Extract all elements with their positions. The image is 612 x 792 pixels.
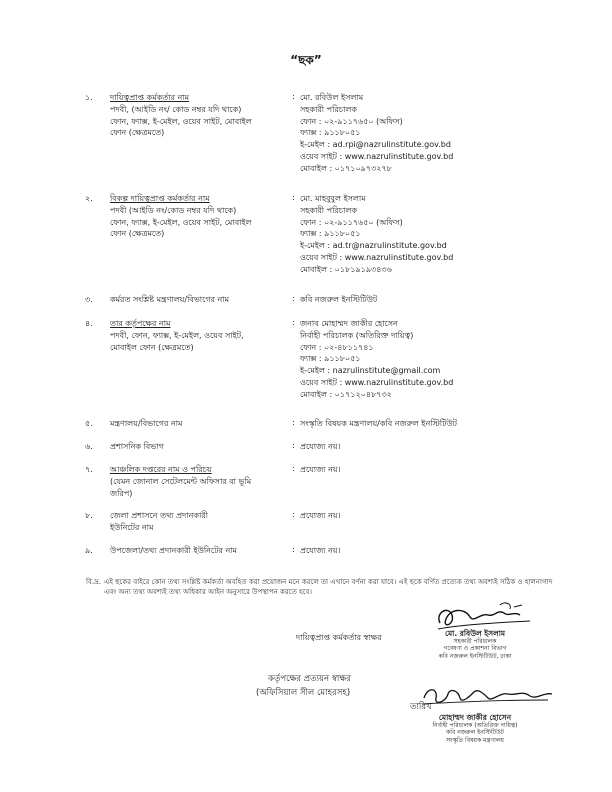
item-label	[110, 510, 290, 534]
item-label	[110, 92, 290, 139]
value-line: ফ্যাক্স : ৯১১৮০৫১	[300, 128, 361, 138]
value-line: মো. মাহবুবুল ইসলাম	[300, 194, 366, 203]
officer-signature-label: দায়িত্বপ্রাপ্ত কর্মকর্তার স্বাক্ষর	[296, 633, 382, 642]
item-label	[110, 418, 290, 430]
item-label	[110, 441, 290, 453]
item-value	[300, 441, 550, 453]
stamp-name: মো. রবিউল ইসলাম	[444, 629, 506, 638]
footnote-mark: বি.দ্র.	[86, 578, 102, 586]
authority-stamp	[390, 714, 560, 744]
value-line: ফোন : ০২-৪৮১১৭৪১	[300, 342, 374, 352]
value-line: সহকারী পরিচালক	[300, 104, 357, 114]
colon: :	[292, 545, 295, 554]
officer-stamp	[400, 630, 550, 660]
label-line: বিকল্প দায়িত্বপ্রাপ্ত কর্মকর্তার নাম	[110, 194, 210, 203]
stamp-name: মোহাম্মদ জাকীর হোসেন	[438, 713, 512, 722]
stamp-line: সহকারী পরিচালক	[453, 637, 497, 645]
item-label	[110, 545, 290, 557]
label-line: দায়িত্বপ্রাপ্ত কর্মকর্তার নাম	[110, 93, 190, 102]
label-line: জেলা প্রশাসনে তথ্য প্রদানকারী	[110, 511, 208, 520]
value-line: প্রযোজ্য নয়।	[300, 442, 341, 451]
footnote-text: এই ছকের বাইরে কোন তথ্য সংশ্লিষ্ট কর্মকর্তা অবহিত করা প্রয়োজন মনে করলে তা এখানে বর্ণনা করা যাবে। এই ছকে বর্ণিত প্রত্যেক তথ্য অবশ্যই সঠিক ও হালনাগাদ এবং অন্য তথ্য অবশ্যই তথ্য অধিকার আইন অনুসারে উপস্থাপন করতে হবে।	[104, 578, 553, 596]
colon: :	[292, 92, 295, 101]
item-number: ২.	[85, 194, 93, 203]
label-line: প্রশাসনিক বিভাগ	[110, 442, 164, 451]
colon: :	[292, 441, 295, 450]
label-line: জরিপ)	[110, 488, 133, 498]
value-line: ই-মেইল : nazrulinstitute@gmail.com	[300, 366, 441, 376]
value-line: মোবাইল : ০১৭১২০৪৮৭৩২	[300, 389, 392, 399]
value-line: ফ্যাক্স : ৯১১৮০৫১	[300, 354, 361, 364]
stamp-line: নির্বাহী পরিচালক (অতিরিক্ত দায়িত্ব)	[432, 721, 518, 729]
label-line: আঞ্চলিক দপ্তরের নাম ও পরিচয়	[110, 465, 212, 474]
item-number: ৬.	[85, 442, 93, 451]
item-value	[300, 510, 550, 522]
value-line: সহকারী পরিচালক	[300, 205, 357, 215]
value-line: মো. রবিউল ইসলাম	[300, 93, 364, 102]
value-line: প্রযোজ্য নয়।	[300, 546, 341, 555]
item-label	[110, 294, 290, 306]
value-line: মোবাইল : ০১৭১০৯৭৩২৭৮	[300, 163, 392, 173]
official-seal-label: (অফিসিয়াল সীল মোহরসহ)	[256, 688, 351, 698]
label-line: পদবী, (আইডি নং/ কোড নম্বর যদি থাকে)	[110, 104, 242, 114]
item-number: ৯.	[85, 546, 93, 555]
item-number: ১.	[85, 93, 93, 102]
colon: :	[292, 510, 295, 519]
item-number: ৭.	[85, 465, 93, 474]
value-line: প্রযোজ্য নয়।	[300, 465, 341, 474]
stamp-line: কবি নজরুল ইনস্টিটিউট, ঢাকা	[438, 652, 512, 660]
item-number: ৪.	[85, 319, 93, 328]
label-line: তার কর্তৃপক্ষের নাম	[110, 319, 171, 328]
colon: :	[292, 464, 295, 473]
colon: :	[292, 294, 295, 303]
label-line: পদবী, ফোন, ফ্যাক্স, ই-মেইল, ওয়েব সাইট,	[110, 330, 244, 340]
value-line: ওয়েব সাইট : www.nazrulinstitute.gov.bd	[300, 151, 454, 161]
colon: :	[292, 418, 295, 427]
item-value	[300, 193, 550, 276]
authority-signature-block	[418, 680, 558, 710]
colon: :	[292, 318, 295, 327]
item-label	[110, 318, 290, 353]
label-line: মোবাইল ফোন (ক্ষেত্রমতে)	[110, 342, 194, 352]
label-line: ফোন, ফ্যাক্স, ই-মেইল, ওয়েব সাইট, মোবাইল	[110, 116, 252, 126]
stamp-line: কবি নজরুল ইনস্টিটিউট	[446, 729, 504, 736]
label-line: ফোন (ক্ষেত্রমতে)	[110, 128, 165, 138]
item-value	[300, 418, 550, 430]
label-line: ফোন (ক্ষেত্রমতে)	[110, 229, 165, 239]
item-number: ৩.	[85, 295, 93, 304]
value-line: কবি নজরুল ইনস্টিটিউট	[300, 295, 378, 304]
handwritten-signature-icon	[418, 680, 558, 710]
value-line: নির্বাহী পরিচালক (অতিরিক্ত দায়িত্ব)	[300, 330, 414, 340]
value-line: ওয়েব সাইট : www.nazrulinstitute.gov.bd	[300, 377, 454, 387]
value-line: ফোন : ০২-৯১১৭৬৫০ (অফিস)	[300, 116, 403, 126]
authority-signature-label: কর্তৃপক্ষের প্রত্যয়ন স্বাক্ষর	[268, 674, 351, 684]
item-value	[300, 318, 550, 401]
stamp-line: সংস্কৃতি বিষয়ক মন্ত্রণালয়	[446, 736, 504, 744]
item-value	[300, 464, 550, 476]
label-line: ফোন, ফ্যাক্স, ই-মেইল, ওয়েব সাইট, মোবাইল	[110, 217, 252, 227]
value-line: ই-মেইল : ad.rpi@nazrulinstitute.gov.bd	[300, 140, 451, 150]
colon: :	[292, 193, 295, 202]
value-line: ওয়েব সাইট : www.nazrulinstitute.gov.bd	[300, 252, 454, 262]
stamp-line: গবেষণা ও প্রকাশনা বিভাগ	[443, 645, 507, 652]
label-line: কর্মরত সংশ্লিষ্ট মন্ত্রণালয়/বিভাগের নাম	[110, 295, 230, 304]
label-line: পদবী (আইডি নং/কোড নম্বর যদি থাকে)	[110, 205, 237, 215]
label-line: মন্ত্রণালয়/বিভাগের নাম	[110, 419, 183, 428]
label-line: (যেমন জোনাল সেটেলমেন্ট অফিসার বা ভূমি	[110, 476, 252, 486]
item-label	[110, 464, 290, 499]
value-line: সংস্কৃতি বিষয়ক মন্ত্রণালয়/কবি নজরুল ইনস্টিটিউট	[300, 419, 458, 428]
value-line: প্রযোজ্য নয়।	[300, 511, 341, 520]
value-line: ফ্যাক্স : ৯১১৮০৫১	[300, 229, 361, 239]
date-label: তারিখ	[410, 702, 432, 712]
officer-signature-block	[380, 595, 550, 660]
item-label	[110, 193, 290, 240]
value-line: জনাব মোহাম্মদ জাকীর হোসেন	[300, 319, 398, 328]
form-title: “ছক”	[290, 53, 322, 67]
value-line: ফোন : ০২-৯১১৭৬৫০ (অফিস)	[300, 217, 403, 227]
item-value	[300, 92, 550, 175]
item-number: ৫.	[85, 419, 93, 428]
label-line: ইউনিটের নাম	[110, 522, 154, 532]
item-value	[300, 294, 550, 306]
item-number: ৮.	[85, 511, 93, 520]
value-line: ই-মেইল : ad.tr@nazrulinstitute.gov.bd	[300, 241, 447, 251]
item-value	[300, 545, 550, 557]
label-line: উপজেলা/তথ্য প্রদানকারী ইউনিটের নাম	[110, 546, 237, 555]
value-line: মোবাইল : ০১৮১৯১৯৩৪৩৬	[300, 264, 392, 274]
